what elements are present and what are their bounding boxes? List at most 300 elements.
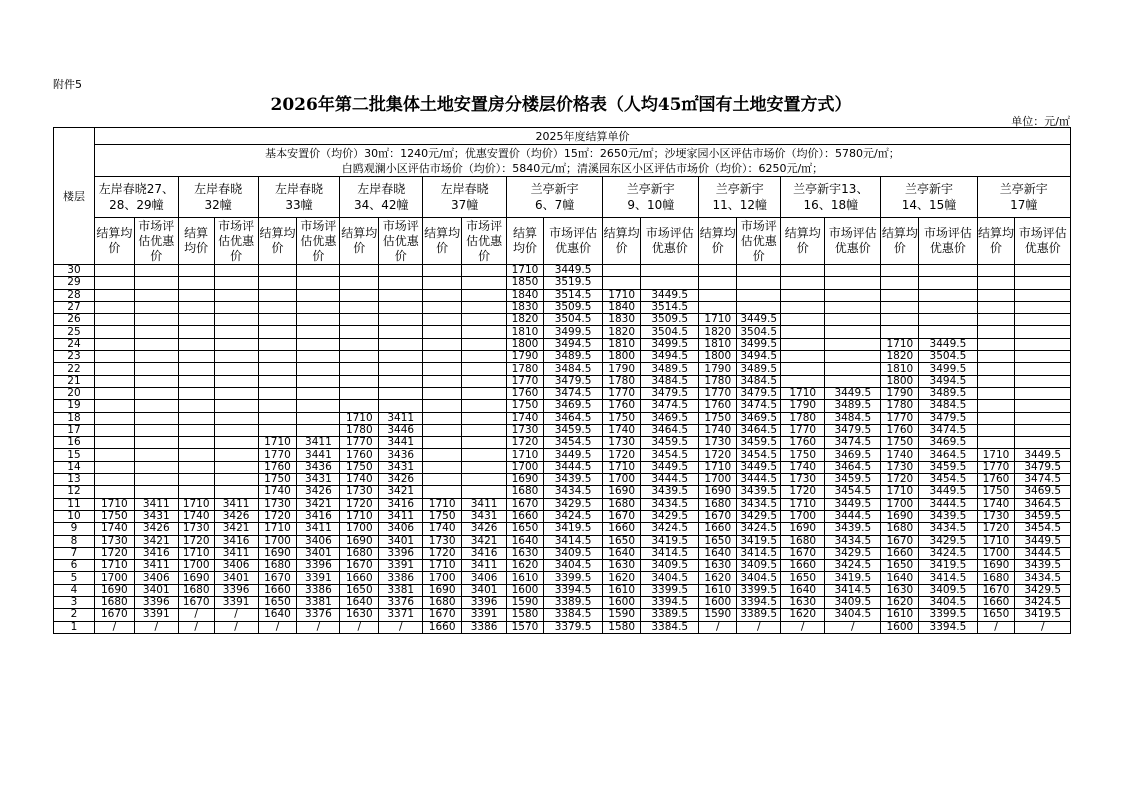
price-cell: 3489.5: [737, 363, 781, 375]
price-cell: 1710: [423, 560, 462, 572]
price-cell: [699, 289, 737, 301]
price-cell: 3424.5: [641, 523, 699, 535]
price-cell: 1720: [977, 523, 1015, 535]
price-cell: [134, 301, 178, 313]
price-cell: 3449.5: [1015, 449, 1071, 461]
price-cell: [214, 461, 258, 473]
price-cell: 3386: [297, 584, 340, 596]
price-cell: 1610: [699, 584, 737, 596]
table-row: [54, 523, 1071, 535]
price-cell: 3444.5: [1015, 547, 1071, 559]
price-cell: 3426: [462, 523, 507, 535]
table-row: [54, 412, 1071, 424]
price-cell: 3474.5: [543, 387, 602, 399]
table-row: [54, 437, 1071, 449]
price-cell: 3409.5: [919, 584, 977, 596]
price-cell: 3454.5: [1015, 523, 1071, 535]
market-price-header: 市场评估优惠价: [543, 218, 602, 265]
price-cell: 1690: [258, 547, 297, 559]
price-cell: 1650: [699, 535, 737, 547]
price-cell: 1700: [178, 560, 214, 572]
price-cell: 1650: [340, 584, 379, 596]
header-row: [54, 128, 1071, 145]
floor-number: 10: [54, 510, 95, 522]
price-cell: [134, 437, 178, 449]
price-table: [53, 127, 1071, 634]
price-cell: [825, 289, 881, 301]
project-header: [258, 177, 340, 218]
price-cell: [340, 375, 379, 387]
price-cell: [214, 424, 258, 436]
price-cell: [340, 387, 379, 399]
price-cell: 1710: [94, 498, 134, 510]
settlement-price-header: 结算均价: [507, 218, 544, 265]
price-cell: [297, 351, 340, 363]
price-cell: [340, 301, 379, 313]
price-cell: 1650: [977, 609, 1015, 621]
price-cell: 3416: [134, 547, 178, 559]
price-cell: 3431: [297, 474, 340, 486]
settlement-price-header: 结算均价: [340, 218, 379, 265]
price-cell: [977, 375, 1015, 387]
price-cell: 3514.5: [543, 289, 602, 301]
price-cell: 3434.5: [737, 498, 781, 510]
price-cell: 3404.5: [543, 560, 602, 572]
price-cell: [297, 289, 340, 301]
price-cell: 3424.5: [1015, 597, 1071, 609]
price-cell: [919, 314, 977, 326]
price-cell: 1700: [977, 547, 1015, 559]
price-cell: 1750: [603, 412, 641, 424]
price-cell: [379, 326, 423, 338]
price-cell: [781, 351, 825, 363]
price-cell: 1640: [258, 609, 297, 621]
price-cell: [919, 301, 977, 313]
price-cell: 3421: [379, 486, 423, 498]
price-cell: [825, 301, 881, 313]
price-cell: 3391: [214, 597, 258, 609]
price-cell: 1750: [781, 449, 825, 461]
price-cell: 3499.5: [543, 326, 602, 338]
price-cell: 1690: [781, 523, 825, 535]
price-cell: 1720: [340, 498, 379, 510]
price-cell: 1740: [881, 449, 919, 461]
price-cell: 3424.5: [919, 547, 977, 559]
floor-number: 27: [54, 301, 95, 313]
settlement-price-header: 结算均价: [258, 218, 297, 265]
price-cell: 3396: [462, 597, 507, 609]
floor-number: 25: [54, 326, 95, 338]
price-cell: [977, 363, 1015, 375]
price-cell: 3449.5: [919, 338, 977, 350]
price-cell: [94, 351, 134, 363]
price-cell: 3439.5: [919, 510, 977, 522]
floor-number: 6: [54, 560, 95, 572]
price-cell: 1740: [977, 498, 1015, 510]
floor-number: 20: [54, 387, 95, 399]
price-cell: [1015, 424, 1071, 436]
price-cell: 3404.5: [919, 597, 977, 609]
price-cell: /: [737, 621, 781, 633]
price-cell: 1650: [603, 535, 641, 547]
market-price-header: 市场评估优惠价: [1015, 218, 1071, 265]
price-cell: 3406: [379, 523, 423, 535]
floor-number: 22: [54, 363, 95, 375]
price-cell: 3424.5: [825, 560, 881, 572]
floor-number: 2: [54, 609, 95, 621]
price-cell: 3436: [297, 461, 340, 473]
settlement-price-header: 结算均价: [423, 218, 462, 265]
price-cell: 1710: [507, 449, 544, 461]
price-cell: 3479.5: [641, 387, 699, 399]
floor-number: 12: [54, 486, 95, 498]
project-header: [977, 177, 1070, 218]
price-cell: 1740: [781, 461, 825, 473]
floor-number: 7: [54, 547, 95, 559]
price-cell: 3441: [297, 449, 340, 461]
price-cell: 3474.5: [737, 400, 781, 412]
price-cell: 3494.5: [919, 375, 977, 387]
price-cell: 1660: [781, 560, 825, 572]
price-cell: [134, 277, 178, 289]
price-cell: [462, 289, 507, 301]
price-cell: 1740: [340, 474, 379, 486]
price-cell: [297, 424, 340, 436]
price-cell: 1800: [603, 351, 641, 363]
price-cell: [214, 449, 258, 461]
price-cell: 1660: [881, 547, 919, 559]
price-cell: 1710: [423, 498, 462, 510]
project-header: [94, 177, 178, 218]
price-cell: 1700: [699, 474, 737, 486]
price-cell: [781, 314, 825, 326]
price-cell: 3494.5: [737, 351, 781, 363]
basis-price-cell: [94, 145, 1070, 177]
price-cell: 3444.5: [825, 510, 881, 522]
price-cell: 3454.5: [543, 437, 602, 449]
price-cell: 1710: [781, 498, 825, 510]
price-cell: 1670: [977, 584, 1015, 596]
price-cell: 1630: [699, 560, 737, 572]
floor-number: 18: [54, 412, 95, 424]
price-cell: 3504.5: [737, 326, 781, 338]
table-row: [54, 572, 1071, 584]
price-cell: 3499.5: [919, 363, 977, 375]
price-cell: 3474.5: [641, 400, 699, 412]
price-cell: 1750: [977, 486, 1015, 498]
price-cell: 1710: [507, 265, 544, 277]
price-cell: 3459.5: [919, 461, 977, 473]
table-row: [54, 449, 1071, 461]
price-cell: 3446: [379, 424, 423, 436]
price-cell: 1680: [781, 535, 825, 547]
price-cell: 1790: [603, 363, 641, 375]
floor-number: 16: [54, 437, 95, 449]
price-cell: [737, 277, 781, 289]
price-cell: 3444.5: [641, 474, 699, 486]
price-cell: [977, 314, 1015, 326]
price-cell: 1680: [423, 597, 462, 609]
price-cell: [94, 277, 134, 289]
table-row: [54, 597, 1071, 609]
price-cell: [881, 265, 919, 277]
price-cell: 1820: [881, 351, 919, 363]
price-cell: [258, 412, 297, 424]
price-cell: [603, 265, 641, 277]
price-cell: 3419.5: [641, 535, 699, 547]
price-cell: [462, 265, 507, 277]
price-cell: [462, 474, 507, 486]
price-cell: [379, 289, 423, 301]
price-cell: [825, 375, 881, 387]
floor-number: 21: [54, 375, 95, 387]
price-cell: 3411: [297, 437, 340, 449]
price-cell: [297, 265, 340, 277]
price-cell: [423, 449, 462, 461]
price-cell: /: [379, 621, 423, 633]
price-cell: [1015, 363, 1071, 375]
price-cell: 3426: [379, 474, 423, 486]
price-cell: [881, 301, 919, 313]
price-cell: 3404.5: [825, 609, 881, 621]
price-cell: [297, 363, 340, 375]
price-cell: 1680: [94, 597, 134, 609]
price-cell: 3416: [297, 510, 340, 522]
price-cell: [134, 375, 178, 387]
price-cell: 1740: [94, 523, 134, 535]
price-cell: 3429.5: [1015, 584, 1071, 596]
price-cell: [1015, 437, 1071, 449]
price-cell: 3449.5: [737, 314, 781, 326]
price-cell: 3384.5: [641, 621, 699, 633]
price-cell: 3484.5: [919, 400, 977, 412]
project-name-line-2: 9、10幢: [627, 198, 675, 212]
table-row: [54, 265, 1071, 277]
price-cell: [258, 326, 297, 338]
price-cell: [1015, 412, 1071, 424]
price-cell: 1640: [781, 584, 825, 596]
price-cell: [462, 301, 507, 313]
price-cell: [1015, 387, 1071, 399]
price-cell: 1770: [340, 437, 379, 449]
price-cell: [134, 363, 178, 375]
price-cell: 1710: [178, 498, 214, 510]
price-cell: [297, 326, 340, 338]
price-cell: 1810: [603, 338, 641, 350]
price-cell: 3489.5: [543, 351, 602, 363]
price-cell: 3449.5: [825, 498, 881, 510]
price-cell: 3431: [462, 510, 507, 522]
price-cell: [94, 289, 134, 301]
price-cell: 3454.5: [825, 486, 881, 498]
price-cell: [603, 277, 641, 289]
price-cell: 3459.5: [543, 424, 602, 436]
price-cell: 3484.5: [543, 363, 602, 375]
price-cell: [94, 301, 134, 313]
price-cell: [340, 265, 379, 277]
price-cell: [825, 326, 881, 338]
price-cell: 1750: [699, 412, 737, 424]
price-cell: 3381: [379, 584, 423, 596]
basis-line-1: 基本安置价（均价）30㎡：1240元/㎡；优惠安置价（均价）15㎡：2650元/㎡；沙埂家园小区评估市场价（均价）：5780元/㎡；: [265, 146, 900, 160]
price-cell: 1750: [881, 437, 919, 449]
table-row: [54, 338, 1071, 350]
price-cell: 1770: [699, 387, 737, 399]
price-cell: [641, 277, 699, 289]
project-name-line-1: 兰亭新宇: [999, 182, 1048, 196]
price-cell: 1800: [699, 351, 737, 363]
table-row: [54, 277, 1071, 289]
price-cell: [1015, 326, 1071, 338]
price-cell: [214, 265, 258, 277]
project-name-line-1: 兰亭新宇: [530, 182, 579, 196]
price-cell: 1740: [699, 424, 737, 436]
project-name-line-1: 兰亭新宇: [715, 182, 764, 196]
table-row: [54, 375, 1071, 387]
price-cell: [297, 400, 340, 412]
price-cell: 1820: [603, 326, 641, 338]
price-cell: 3489.5: [641, 363, 699, 375]
price-cell: 1790: [881, 387, 919, 399]
price-cell: 1730: [699, 437, 737, 449]
price-cell: 3504.5: [543, 314, 602, 326]
price-cell: [297, 277, 340, 289]
market-price-header: 市场评估优惠价: [737, 218, 781, 265]
price-cell: [379, 277, 423, 289]
project-name-line-2: 11、12幢: [712, 198, 768, 212]
price-cell: 1730: [258, 498, 297, 510]
price-cell: 3489.5: [919, 387, 977, 399]
price-cell: 1720: [258, 510, 297, 522]
price-cell: 1710: [699, 461, 737, 473]
price-cell: [1015, 289, 1071, 301]
price-cell: [379, 265, 423, 277]
price-cell: 3464.5: [919, 449, 977, 461]
price-cell: 1760: [603, 400, 641, 412]
price-cell: 3371: [379, 609, 423, 621]
price-cell: [1015, 301, 1071, 313]
project-name-line-2: 32幢: [204, 198, 232, 212]
price-cell: 1630: [881, 584, 919, 596]
price-cell: 1760: [507, 387, 544, 399]
price-cell: 3406: [134, 572, 178, 584]
price-cell: [94, 424, 134, 436]
floor-number: 9: [54, 523, 95, 535]
price-cell: /: [297, 621, 340, 633]
price-cell: 3389.5: [737, 609, 781, 621]
price-cell: [258, 351, 297, 363]
unit-label: 单位：元/㎡: [1011, 115, 1070, 128]
price-cell: [178, 375, 214, 387]
price-cell: 3391: [462, 609, 507, 621]
project-name-line-2: 34、42幢: [354, 198, 409, 212]
price-cell: [641, 265, 699, 277]
floor-header: 楼层: [54, 128, 95, 265]
price-cell: 1710: [258, 523, 297, 535]
price-cell: 3484.5: [737, 375, 781, 387]
price-cell: 1690: [977, 560, 1015, 572]
price-cell: 3444.5: [919, 498, 977, 510]
price-cell: 3431: [379, 461, 423, 473]
price-cell: 1770: [603, 387, 641, 399]
price-cell: 1760: [781, 437, 825, 449]
price-cell: [423, 351, 462, 363]
price-cell: [462, 461, 507, 473]
price-cell: 3411: [134, 560, 178, 572]
price-cell: 3391: [379, 560, 423, 572]
project-name-line-2: 17幢: [1010, 198, 1038, 212]
price-cell: 3411: [462, 498, 507, 510]
price-cell: 1660: [423, 621, 462, 633]
floor-number: 24: [54, 338, 95, 350]
project-name-line-1: 左岸春晓: [440, 182, 489, 196]
price-cell: 3386: [462, 621, 507, 633]
price-cell: 1670: [781, 547, 825, 559]
price-cell: [462, 363, 507, 375]
price-cell: 3436: [379, 449, 423, 461]
price-cell: 1740: [423, 523, 462, 535]
price-cell: [134, 338, 178, 350]
price-cell: [423, 265, 462, 277]
price-cell: [178, 437, 214, 449]
price-cell: [881, 314, 919, 326]
price-cell: 1730: [507, 424, 544, 436]
price-cell: [178, 474, 214, 486]
price-cell: 1840: [603, 301, 641, 313]
price-cell: 1780: [881, 400, 919, 412]
price-cell: [258, 289, 297, 301]
price-cell: 1710: [881, 486, 919, 498]
price-cell: 3484.5: [641, 375, 699, 387]
price-cell: [919, 265, 977, 277]
price-cell: 1610: [507, 572, 544, 584]
price-cell: 1840: [507, 289, 544, 301]
price-cell: 1590: [507, 597, 544, 609]
price-cell: [977, 338, 1015, 350]
price-cell: 3439.5: [641, 486, 699, 498]
price-cell: [214, 351, 258, 363]
price-cell: 3404.5: [737, 572, 781, 584]
price-cell: 1670: [881, 535, 919, 547]
price-cell: [462, 375, 507, 387]
price-cell: [214, 474, 258, 486]
price-cell: 1710: [340, 510, 379, 522]
price-cell: 3474.5: [919, 424, 977, 436]
price-cell: 1730: [178, 523, 214, 535]
price-cell: 3401: [134, 584, 178, 596]
price-cell: [825, 338, 881, 350]
price-cell: [134, 351, 178, 363]
price-cell: [699, 265, 737, 277]
price-cell: 1720: [781, 486, 825, 498]
price-cell: 3376: [297, 609, 340, 621]
price-cell: 3459.5: [641, 437, 699, 449]
price-cell: [977, 351, 1015, 363]
price-cell: [977, 387, 1015, 399]
price-cell: 3396: [379, 547, 423, 559]
price-cell: 3474.5: [825, 437, 881, 449]
price-cell: 3449.5: [1015, 535, 1071, 547]
price-cell: 3389.5: [543, 597, 602, 609]
price-cell: 3411: [214, 498, 258, 510]
settlement-price-header: 结算均价: [881, 218, 919, 265]
price-cell: 3376: [379, 597, 423, 609]
price-cell: [781, 289, 825, 301]
price-cell: [423, 338, 462, 350]
price-cell: /: [1015, 621, 1071, 633]
price-cell: 1690: [340, 535, 379, 547]
price-cell: 1720: [881, 474, 919, 486]
